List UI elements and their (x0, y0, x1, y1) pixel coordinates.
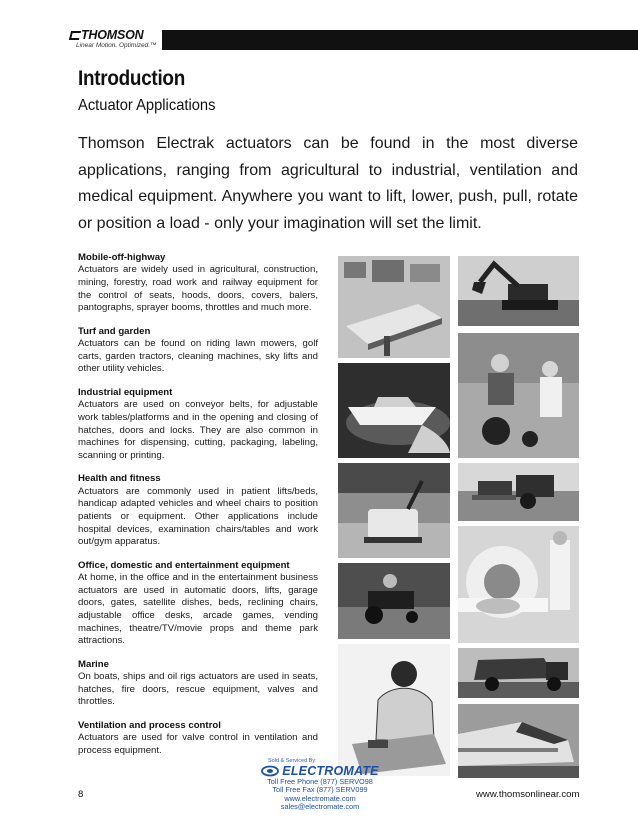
page-title: Introduction (78, 67, 185, 90)
section-body: On boats, ships and oil rigs actuators are used in seats, hatches, fire doors, rescue equipment, valves and throttles. (78, 671, 318, 708)
photo-office-worker-keyboard (338, 644, 450, 776)
photo-lawn-tractor (338, 563, 450, 639)
photo-wheelchair (458, 333, 579, 458)
section-heading: Ventilation and process control (78, 719, 221, 731)
logo-wordmark: THOMSON (70, 28, 144, 42)
page-number: 8 (78, 789, 84, 800)
section-heading: Industrial equipment (78, 386, 173, 398)
photo-combine-harvester (458, 463, 579, 521)
logo-tagline: Linear Motion. Optimized.™ (76, 42, 157, 49)
section-heading: Turf and garden (78, 325, 151, 337)
dealer-web[interactable]: www.electromate.com (284, 793, 356, 803)
photo-high-speed-train (458, 704, 579, 778)
section-industrial-equipment (78, 387, 318, 462)
photo-hospital-bed (338, 256, 450, 358)
section-heading: Health and fitness (78, 473, 161, 485)
photo-speedboat (338, 363, 450, 458)
section-body: Actuators are used for valve control in ventilation and process equipment. (78, 732, 318, 756)
thomson-logo (66, 28, 166, 52)
dealer-brand (256, 764, 384, 778)
section-body: Actuators are used on conveyor belts, for adjustable work tables/platforms and in the opening and closing of hatches, doors and locks. They are also common in machines for dispensing, cutting, packaging, labeling, scanning or printing. (78, 399, 318, 461)
dealer-email[interactable]: sales@electromate.com (280, 802, 360, 812)
section-body: At home, in the office and in the entertainment business actuators are used in automatic doors, lifts, garage doors, gates, satellite dishes, beds, reclining chairs, adjustable office desks, arcade games, vending machines, theatre/TV/movie props and theme park attractions. (78, 572, 318, 647)
section-body: Actuators can be found on riding lawn mowers, golf carts, garden tractors, cleaning machines, sky lifts and other utility vehicles. (78, 338, 318, 375)
section-marine (78, 659, 318, 709)
dealer-name: ELECTROMATE (282, 764, 379, 778)
section-mobile-off-highway (78, 252, 318, 315)
dealer-stamp (256, 758, 384, 812)
photo-dump-truck (458, 648, 579, 698)
electromate-swoosh-icon (261, 765, 279, 777)
section-turf-and-garden (78, 326, 318, 376)
page-subtitle: Actuator Applications (78, 97, 216, 114)
section-body: Actuators are commonly used in patient lifts/beds, handicap adapted vehicles and wheel chairs to position patients or equipment. Other applications include hospital devices, examination chairs/tables and work out/gym apparatus. (78, 485, 318, 548)
photo-mri-scanner (458, 526, 579, 643)
intro-paragraph: Thomson Electrak actuators can be found in the most diverse applications, ranging from agricultural to industrial, ventilation and medical equipment. Anywhere you want to lift, lower, push, pull, rotate or position a load - only your imagination will set the limit. (78, 135, 578, 232)
photo-excavator (458, 256, 579, 326)
section-heading: Office, domestic and entertainment equipment (78, 559, 290, 571)
sold-by-label: Sold & Serviced By: (268, 758, 317, 764)
footer-url[interactable]: www.thomsonlinear.com (476, 789, 580, 800)
section-health-and-fitness (78, 473, 318, 548)
section-office-domestic-entertainment (78, 560, 318, 648)
section-heading: Marine (78, 658, 109, 670)
logo-mark-icon (69, 31, 81, 40)
photo-floor-compactor (338, 463, 450, 558)
dealer-phone: Toll Free Phone (877) SERVO98 (267, 777, 373, 786)
section-body: Actuators are widely used in agricultural, construction, mining, forestry, road work and railway equipment for the control of seats, hoods, doors, covers, balers, pantographs, sprayer booms, throttles and much more. (78, 264, 318, 314)
application-sections (78, 252, 318, 768)
section-ventilation-process-control (78, 720, 318, 758)
dealer-fax: Toll Free Fax (877) SERV099 (272, 785, 368, 795)
header-bar (162, 30, 638, 50)
section-heading: Mobile-off-highway (78, 252, 166, 263)
